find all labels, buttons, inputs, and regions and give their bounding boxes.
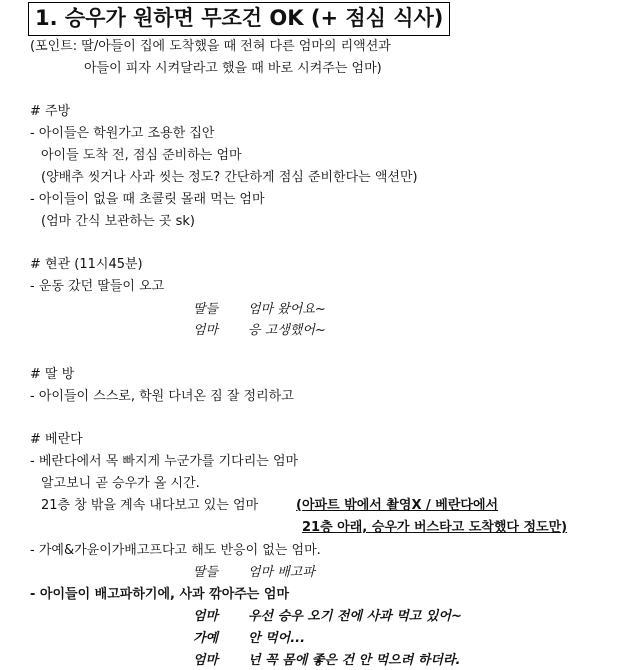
dialogue-line: 응 고생했어~ bbox=[248, 323, 326, 338]
dialogue-line: 엄마 왔어요~ bbox=[248, 302, 326, 317]
kitchen-heading: # 주방 bbox=[30, 104, 71, 119]
dialogue-line: 넌 꼭 몸에 좋은 건 안 먹으려 하더라. bbox=[248, 653, 461, 668]
veranda-line-2: 알고보니 곧 승우가 올 시간. bbox=[41, 476, 200, 491]
dialogue-speaker: 가예 bbox=[193, 631, 219, 646]
point-note-line-2: 아들이 피자 시켜달라고 했을 때 바로 시켜주는 엄마) bbox=[84, 61, 382, 76]
filming-note-line-1: (아파트 밖에서 촬영X / 베란다에서 bbox=[296, 498, 499, 513]
kitchen-line-1: - 아이들은 학원가고 조용한 집안 bbox=[30, 126, 215, 141]
veranda-line-1: - 베란다에서 목 빠지게 누군가를 기다리는 엄마 bbox=[30, 454, 299, 469]
dialogue-line: 우선 승우 오기 전에 사과 먹고 있어~ bbox=[248, 609, 462, 624]
veranda-heading: # 베란다 bbox=[30, 432, 83, 447]
dialogue-line: 엄마 배고파 bbox=[248, 565, 315, 580]
kitchen-line-2: 아이들 도착 전, 점심 준비하는 엄마 bbox=[41, 148, 242, 163]
kitchen-line-3: (양배추 씻거나 사과 씻는 정도? 간단하게 점심 준비한다는 액션만) bbox=[41, 170, 418, 185]
room-heading: # 딸 방 bbox=[30, 367, 75, 382]
dialogue-line: 안 먹어... bbox=[248, 631, 306, 646]
dialogue-speaker: 딸들 bbox=[193, 565, 219, 580]
room-line-1: - 아이들이 스스로, 학원 다녀온 짐 잘 정리하고 bbox=[30, 389, 294, 404]
kitchen-line-4: - 아이들이 없을 때 초콜릿 몰래 먹는 엄마 bbox=[30, 192, 265, 207]
scene-title: 1. 승우가 원하면 무조건 OK (+ 점심 식사) bbox=[28, 2, 450, 36]
veranda-line-5: - 아이들이 배고파하기에, 사과 깎아주는 엄마 bbox=[30, 587, 290, 602]
entrance-heading: # 현관 (11시45분) bbox=[30, 257, 143, 272]
filming-note-line-2: 21층 아래, 승우가 버스타고 도착했다 정도만) bbox=[302, 520, 568, 535]
dialogue-speaker: 엄마 bbox=[193, 609, 219, 624]
dialogue-speaker: 엄마 bbox=[193, 653, 219, 668]
veranda-line-3: 21층 창 밖을 계속 내다보고 있는 엄마 bbox=[41, 498, 259, 513]
point-note-line-1: (포인트: 딸/아들이 집에 도착했을 때 전혀 다른 엄마의 리액션과 bbox=[30, 39, 391, 54]
kitchen-line-5: (엄마 간식 보관하는 곳 sk) bbox=[41, 214, 195, 229]
entrance-line-1: - 운동 갔던 딸들이 오고 bbox=[30, 279, 165, 294]
dialogue-speaker: 엄마 bbox=[193, 323, 219, 338]
dialogue-speaker: 딸들 bbox=[193, 302, 219, 317]
veranda-line-4: - 가예&가윤이가배고프다고 해도 반응이 없는 엄마. bbox=[30, 543, 321, 558]
